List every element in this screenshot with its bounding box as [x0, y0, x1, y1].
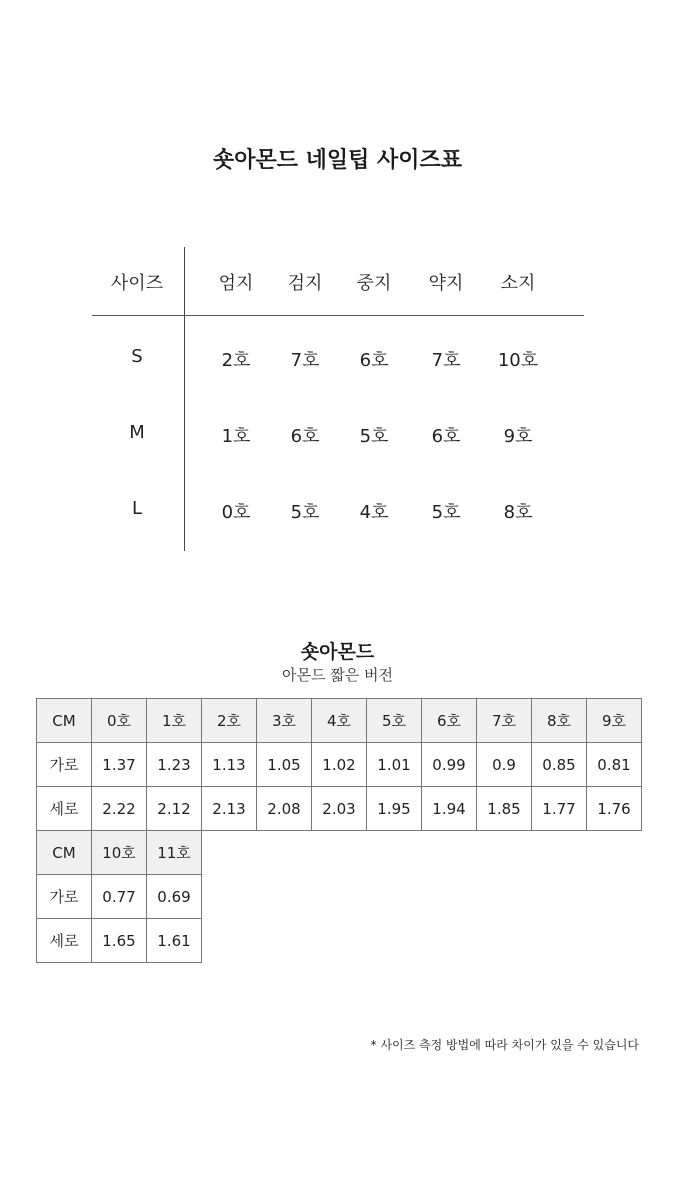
finger-header: 약지: [428, 273, 464, 294]
table-row: [37, 787, 642, 831]
header-cell: 0호: [92, 699, 147, 743]
header-cell: 11호: [147, 831, 202, 875]
value-cell: 1.37: [92, 743, 147, 787]
size-cell: 5호: [431, 502, 461, 523]
header-cell: 4호: [312, 699, 367, 743]
header-cell: 7호: [477, 699, 532, 743]
size-cell: 0호: [221, 502, 251, 523]
table-header-row: [37, 699, 642, 743]
measurement-caption: 아몬드 짧은 버전: [282, 666, 393, 684]
footnote: * 사이즈 측정 방법에 따라 차이가 있을 수 있습니다: [370, 1038, 639, 1052]
row-label-cell: 세로: [37, 919, 92, 963]
value-cell: 0.9: [477, 743, 532, 787]
value-cell: 1.05: [257, 743, 312, 787]
value-cell: 2.12: [147, 787, 202, 831]
value-cell: 0.69: [147, 875, 202, 919]
size-row-label: S: [131, 346, 143, 367]
row-label-cell: 가로: [37, 875, 92, 919]
size-cell: 5호: [290, 502, 320, 523]
size-cell: 9호: [503, 426, 533, 447]
size-cell: 7호: [290, 350, 320, 371]
page-title: 숏아몬드 네일팁 사이즈표: [212, 148, 463, 173]
value-cell: 0.81: [587, 743, 642, 787]
size-row-label: L: [131, 498, 143, 519]
measurement-table-a: [36, 698, 642, 831]
measurement-title: 숏아몬드: [300, 641, 375, 663]
value-cell: 1.76: [587, 787, 642, 831]
size-cell: 6호: [290, 426, 320, 447]
value-cell: 2.22: [92, 787, 147, 831]
header-cell: 9호: [587, 699, 642, 743]
size-cell: 10호: [497, 350, 539, 371]
header-cell: 1호: [147, 699, 202, 743]
finger-header: 검지: [287, 273, 323, 294]
value-cell: 1.95: [367, 787, 422, 831]
table-row: [37, 743, 642, 787]
header-cell: 3호: [257, 699, 312, 743]
value-cell: 1.13: [202, 743, 257, 787]
row-label-cell: 세로: [37, 787, 92, 831]
size-cell: 4호: [359, 502, 389, 523]
table-row: [37, 875, 202, 919]
measurement-table-b: [36, 830, 202, 963]
finger-header: 엄지: [218, 273, 254, 294]
header-cell: 6호: [422, 699, 477, 743]
value-cell: 1.85: [477, 787, 532, 831]
value-cell: 1.65: [92, 919, 147, 963]
chart-horizontal-divider: [92, 315, 584, 316]
chart-vertical-divider: [184, 247, 185, 551]
value-cell: 1.94: [422, 787, 477, 831]
value-cell: 0.77: [92, 875, 147, 919]
value-cell: 1.01: [367, 743, 422, 787]
size-cell: 2호: [221, 350, 251, 371]
value-cell: 2.08: [257, 787, 312, 831]
value-cell: 2.13: [202, 787, 257, 831]
size-cell: 6호: [431, 426, 461, 447]
value-cell: 1.61: [147, 919, 202, 963]
row-label-cell: 가로: [37, 743, 92, 787]
header-cell: CM: [37, 831, 92, 875]
value-cell: 1.02: [312, 743, 367, 787]
header-cell: CM: [37, 699, 92, 743]
table-row: [37, 919, 202, 963]
value-cell: 2.03: [312, 787, 367, 831]
header-cell: 10호: [92, 831, 147, 875]
finger-header: 중지: [356, 273, 392, 294]
size-cell: 7호: [431, 350, 461, 371]
header-cell: 2호: [202, 699, 257, 743]
size-cell: 8호: [503, 502, 533, 523]
value-cell: 0.85: [532, 743, 587, 787]
header-cell: 8호: [532, 699, 587, 743]
size-cell: 5호: [359, 426, 389, 447]
value-cell: 1.77: [532, 787, 587, 831]
size-cell: 6호: [359, 350, 389, 371]
header-cell: 5호: [367, 699, 422, 743]
size-row-label: M: [129, 422, 145, 443]
size-header-label: 사이즈: [110, 273, 164, 294]
value-cell: 0.99: [422, 743, 477, 787]
size-cell: 1호: [221, 426, 251, 447]
table-header-row: [37, 831, 202, 875]
finger-header: 소지: [500, 273, 536, 294]
value-cell: 1.23: [147, 743, 202, 787]
